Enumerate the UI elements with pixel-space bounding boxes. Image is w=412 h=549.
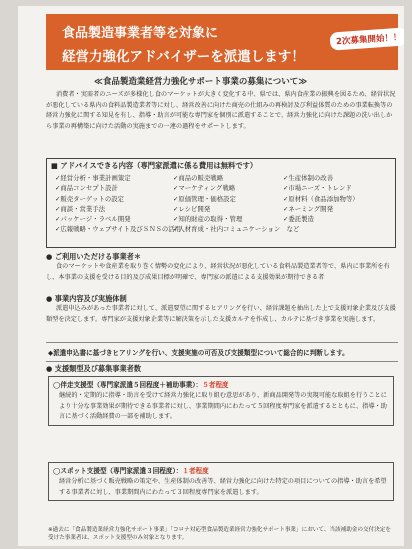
advice-item: ✓委託製造 [283,215,314,224]
advice-item: ✓パッケージ・ラベル開発 [55,215,131,224]
header-banner [46,14,402,70]
advice-title: ■ アドバイスできる内容（専門家派遣に係る費用は無料です） [51,161,258,170]
advice-item: ✓レシピ開発 [173,204,211,213]
advice-item: ✓広報戦略・ウェブサイト及びＳＮＳの活用 [55,225,182,234]
target-section [46,252,398,283]
footnote: ※過去に「食品製造業経営力強化サポート事業」「コロナ対応型食品製造業経営力強化サポート事業」において、当該補助金の交付決定を受けた事業者は、スポット支援型のみ対象となります。 [48,527,391,541]
advice-item: ✓マーケティング戦略 [173,184,236,193]
method-title: ● 事業内容及び実施体制 [46,294,127,303]
accompany-support-box [48,376,394,426]
advice-item: ✓商談・営業手法 [55,204,106,213]
spot-body: 経営分析に基づく販売戦略の策定や、生産体制の改善等、経営力強化に向けた特定の項目についての指導・助言を希望する事業者に対し、事業期間内にわたって３回程度専門家を派遣します。 [59,478,387,496]
page-subtitle: ≪食品製造業経営力強化サポート事業の募集について≫ [94,77,308,87]
intro-text [46,90,398,132]
types-title: ● 支援類型及び募集事業者数 [46,364,142,373]
types-section [46,364,398,374]
advice-item: ✓ネーミング開発 [283,204,333,213]
spot-support-box [48,462,394,501]
advice-item: ✓市場ニーズ・トレンド [283,184,352,193]
spot-title-text: ◯スポット支援型（専門家派遣３回程度）： [53,467,183,475]
spot-count: １者程度 [182,467,209,475]
target-title: ● ご利用いただける事業者＊ [46,252,142,261]
advice-item: ✓販売ターゲットの設定 [55,194,125,203]
accompany-body: 継続的・定期的に指導・助言を受けて経営力強化に取り組む意思があり、新商品開発等の実現可能な取組を行うことにより十分な事業効果が期待できる事業者に対し、事業期間内にわたって５回程度専門家を派遣するとともに、指導・助言に基づく活動経費の一部を補助します。 [59,392,387,420]
flyer-page [18,6,404,546]
advice-item: ✓生産体制の改善 [283,174,334,182]
banner-line-1: 食品製造事業者等を対象に [62,26,219,41]
advice-item: ✓商品の販売戦略 [173,174,224,182]
intro-paragraph: 消費者・実需者のニーズが多様化し食のマーケットが大きく変化する中、県では、県内食産業の振興を図るため、経営状況が悪化している県内の食料品製造業者等に対し、経営改善に向けた商売の仕組みの再検討及び利益体質のための事業転換等の経営力強化に関する知見を有し、指導・助言が可能な専門家を個別に派遣することで、経営力強化に向けた課題の洗い出しから事業の再構築に向けた活動の実施までの一連の過程をサポートします。 [46,91,396,130]
advice-box [46,158,396,248]
target-body: 食のマーケットや食産業を取り巻く情勢の変化により、経営状況が悪化している食料品製造業者等で、県内に事業所を有し、本事業の支援を受ける目的及び成果目標が明確で、専門家の派遣による支援効果が期待できる者 [46,263,390,281]
advice-item: ✓人材育成・社内コミュニケーション など [173,225,300,234]
accompany-title [49,377,393,391]
second-round-badge: 2次募集開始！！ [329,27,404,50]
advice-item: ✓経営分析・事業計画策定 [55,174,131,182]
accompany-title-text: ◯伴走支援型（専門家派遣５回程度＋補助事業）： [53,381,203,389]
advice-items [55,174,391,236]
spot-title [49,463,393,477]
advice-item: ✓知的財産の取得・管理 [173,215,243,224]
advice-item: ✓原材料（食品添加物等） [283,194,359,203]
accompany-count: ５者程度 [202,381,229,389]
banner-line-2: 経営力強化アドバイザーを派遣します！ [62,49,305,65]
hearing-notice: ◆派遣申込書に基づきヒアリングを行い、支援実施の可否及び支援類型について総合的に判断します。 [46,342,398,362]
method-section [46,294,398,325]
method-body: 派遣申込みがあった事業者に対して、派遣要望に関するヒアリングを行い、経営課題を抽出した上で支援対象企業及び支援類型を決定します。専門家が支援対象企業等に解決策を示した支援カルテを作成し、カルテに基づき事業を実施します。 [46,305,396,323]
advice-item: ✓原価管理・価格設定 [173,194,236,203]
advice-item: ✓商品コンセプト設計 [55,184,118,193]
